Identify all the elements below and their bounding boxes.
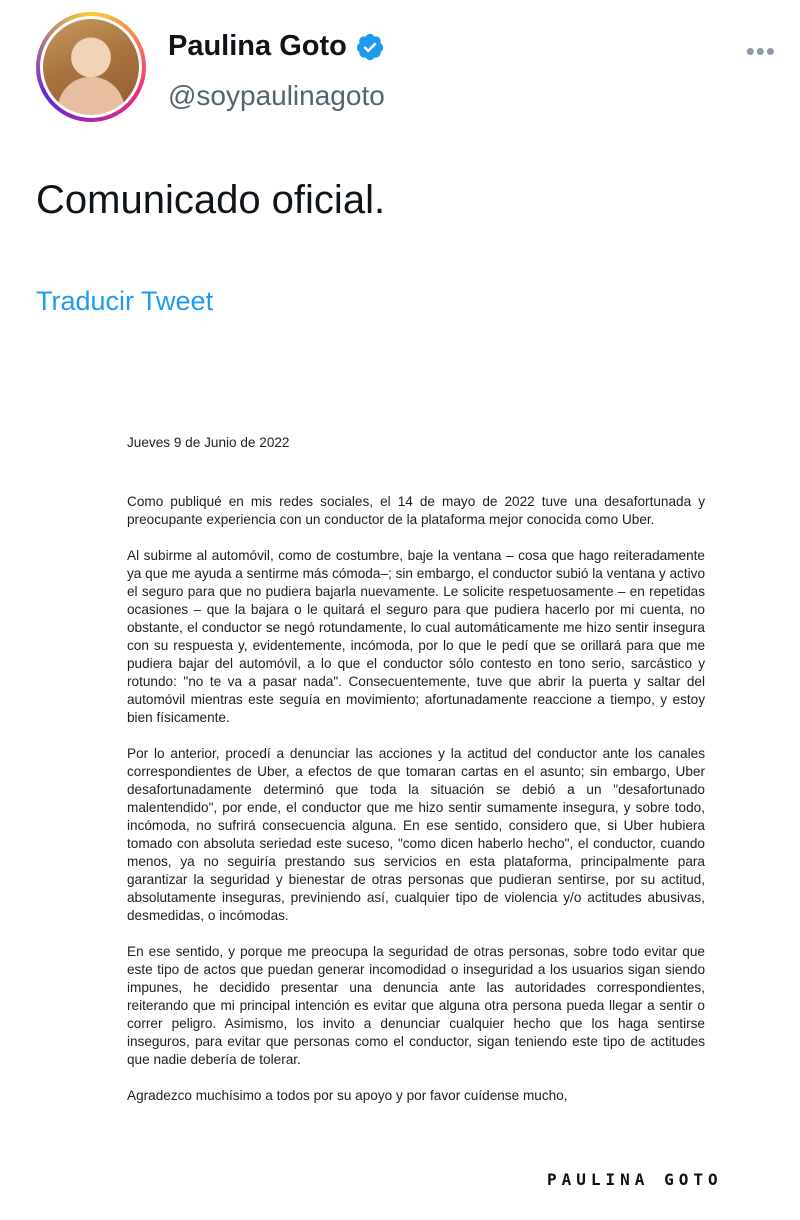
document-body (127, 493, 705, 1123)
name-row (168, 30, 385, 63)
more-horizontal-icon[interactable]: ••• (745, 36, 776, 66)
avatar-photo (40, 16, 142, 118)
translate-tweet-link[interactable]: Traducir Tweet (36, 286, 214, 316)
document-paragraph: Por lo anterior, procedí a denunciar las acciones y la actitud del conductor ante los canales correspondientes de Uber, a efectos de que tomaran cartas en el asunto; sin embargo, Uber desafortunadamente determinó que toda la situación se debió a un "desafortunado malentendido", por ende, el conductor que me hizo sentir sumamente insegura, y sobre todo, incómoda, no sufrirá consecuencia alguna. En ese sentido, considero que, si Uber hubiera tomado con absoluta seriedad este suceso, "como dicen haberlo hecho", el conductor, cuando menos, ya no seguiría prestando sus servicios en esta plataforma, principalmente para garantizar la seguridad y bienestar de otras personas que pudieran sentirse, por su actitud, absolutamente inseguras, previniendo así, cualquier tipo de violencia y/o actitudes abusivas, desmedidas, o incómodas. (127, 746, 705, 923)
tweet-text: Comunicado oficial. (36, 178, 386, 222)
user-handle[interactable]: @soypaulinagoto (168, 80, 385, 111)
document-signature: PAULINA GOTO (547, 1170, 723, 1189)
document-paragraph: Como publiqué en mis redes sociales, el 14 de mayo de 2022 tuve una desafortunada y preocupante experiencia con un conductor de la plataforma mejor conocida como Uber. (127, 494, 705, 527)
avatar[interactable] (36, 12, 146, 122)
display-name[interactable]: Paulina Goto (168, 30, 347, 62)
tweet-header (36, 12, 776, 124)
document-paragraph: Al subirme al automóvil, como de costumbre, baje la ventana – cosa que hago reiteradamente ya que me ayuda a sentirme más cómoda–; sin embargo, el conductor subió la ventana y activo el seguro para que no pudiera bajarla nuevamente. Le solicite respetuosamente – en repetidas ocasiones – que la bajara o le quitará el seguro para que pudiera hacerlo por mi cuenta, no obstante, el conductor se negó rotundamente, lo cual automáticamente me hizo sentir insegura con su respuesta y, evidentemente, incómoda, por lo que le pedí que se orillará para que me pudiera bajar del automóvil, a lo que el conductor sólo contesto en tono serio, sarcástico y rotundo: "no te va a pasar nada". Consecuentemente, tuve que abrir la puerta y saltar del automóvil mientras este seguía en movimiento; afortunadamente reaccione a tiempo, y estoy bien físicamente. (127, 548, 705, 725)
statement-document-image (92, 380, 732, 1210)
document-closing: Agradezco muchísimo a todos por su apoyo y por favor cuídense mucho, (127, 1088, 568, 1103)
document-date: Jueves 9 de Junio de 2022 (127, 435, 290, 450)
verified-badge-icon (355, 32, 385, 62)
document-paragraph: En ese sentido, y porque me preocupa la seguridad de otras personas, sobre todo evitar que este tipo de actos que puedan generar incomodidad o inseguridad a los usuarios sigan siendo impunes, he decidido presentar una denuncia ante las autoridades correspondientes, reiterando que mi principal intención es evitar que alguna otra persona pueda llegar a sentir o correr peligro. Asimismo, los invito a denunciar cualquier hecho que los haga sentirse inseguros, para evitar que personas como el conductor, sigan teniendo este tipo de actitudes que nadie debería de tolerar. (127, 944, 705, 1067)
